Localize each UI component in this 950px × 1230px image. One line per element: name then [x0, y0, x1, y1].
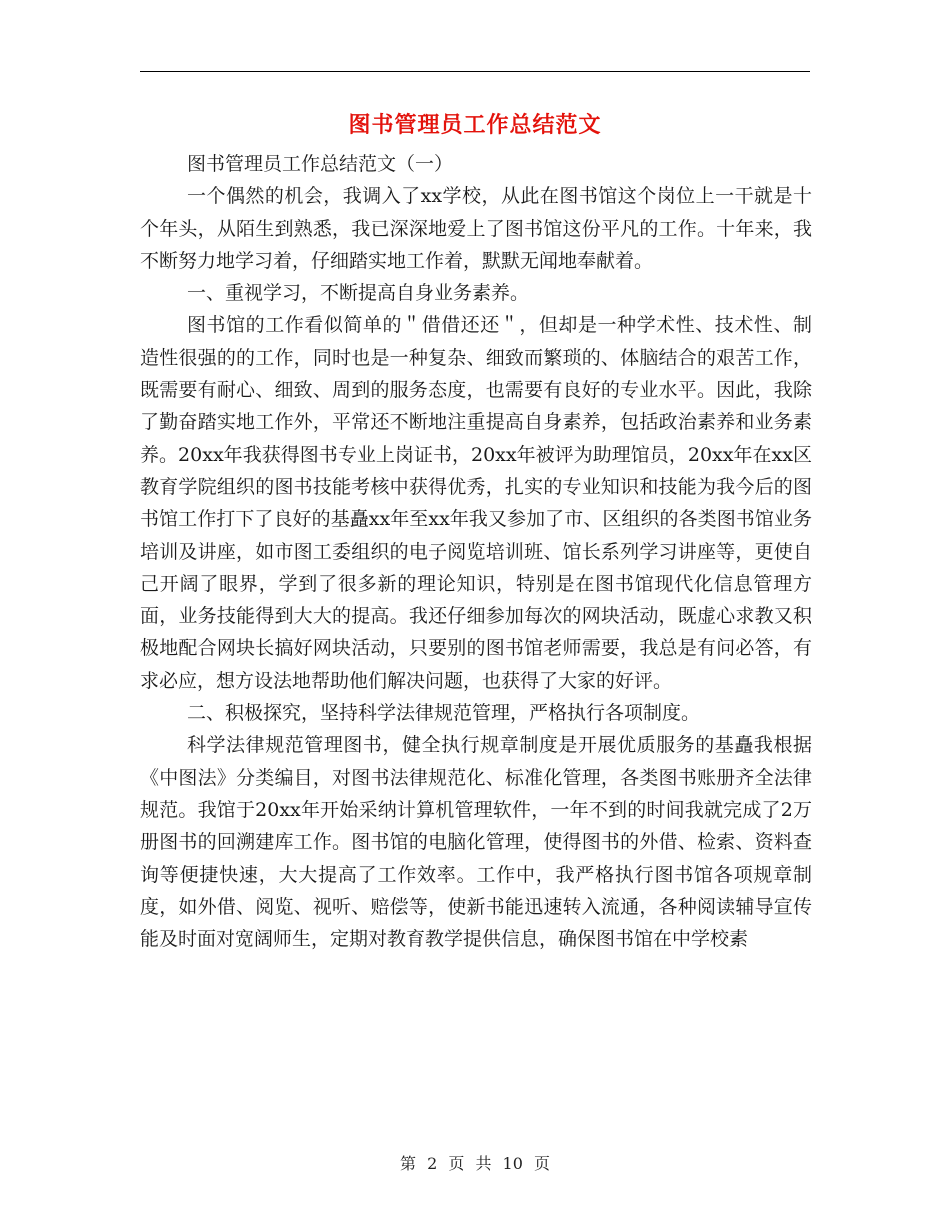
page-number-footer: 第 2 页 共 10 页 [400, 1154, 550, 1173]
header-rule [140, 71, 810, 72]
paragraph-intro: 一个偶然的机会，我调入了xx学校，从此在图书馆这个岗位上一干就是十个年头，从陌生到熟悉，我已深深地爱上了图书馆这份平凡的工作。十年来，我不断努力地学习着，仔细踏实地工作着，默默无闻地奉献着。 [140, 185, 812, 272]
document-body [140, 148, 812, 955]
section-heading-2: 二、积极探究，坚持科学法律规范管理，严格执行各项制度。 [187, 702, 701, 725]
paragraph-subtitle: 图书管理员工作总结范文（一） [187, 153, 454, 175]
paragraph-section-2: 科学法律规范管理图书，健全执行规章制度是开展优质服务的基矗我根据《中图法》分类编目，对图书法律规范化、标准化管理，各类图书账册齐全法律规范。我馆于20xx年开始采纳计算机管理软件，一年不到的时间我就完成了2万册图书的回溯建库工作。图书馆的电脑化管理，使得图书的外借、检索、资料查询等便捷快速，大大提高了工作效率。工作中，我严格执行图书馆各项规章制度，如外借、阅览、视听、赔偿等，使新书能迅速转入流通，各种阅读辅导宣传能及时面对宽阔师生，定期对教育教学提供信息，确保图书馆在中学校素 [140, 734, 812, 951]
document-title: 图书管理员工作总结范文 [348, 112, 602, 138]
section-heading-1: 一、重视学习，不断提高自身业务素养。 [187, 282, 530, 305]
paragraph-section-1: 图书馆的工作看似简单的＂借借还还＂，但却是一种学术性、技术性、制造性很强的的工作，同时也是一种复杂、细致而繁琐的、体脑结合的艰苦工作，既需要有耐心、细致、周到的服务态度，也需要有良好的专业水平。因此，我除了勤奋踏实地工作外，平常还不断地注重提高自身素养，包括政治素养和业务素养。20xx年我获得图书专业上岗证书，20xx年被评为助理馆员，20xx年在xx区教育学院组织的图书技能考核中获得优秀，扎实的专业知识和技能为我今后的图书馆工作打下了良好的基矗xx年至xx年我又参加了市、区组织的各类图书馆业务培训及讲座，如市图工委组织的电子阅览培训班、馆长系列学习讲座等，更使自己开阔了眼界，学到了很多新的理论知识，特别是在图书馆现代化信息管理方面，业务技能得到大大的提高。我还仔细参加每次的网块活动，既虚心求教又积极地配合网块长搞好网块活动，只要别的图书馆老师需要，我总是有问必答，有求必应，想方设法地帮助他们解决问题，也获得了大家的好评。 [140, 314, 812, 692]
